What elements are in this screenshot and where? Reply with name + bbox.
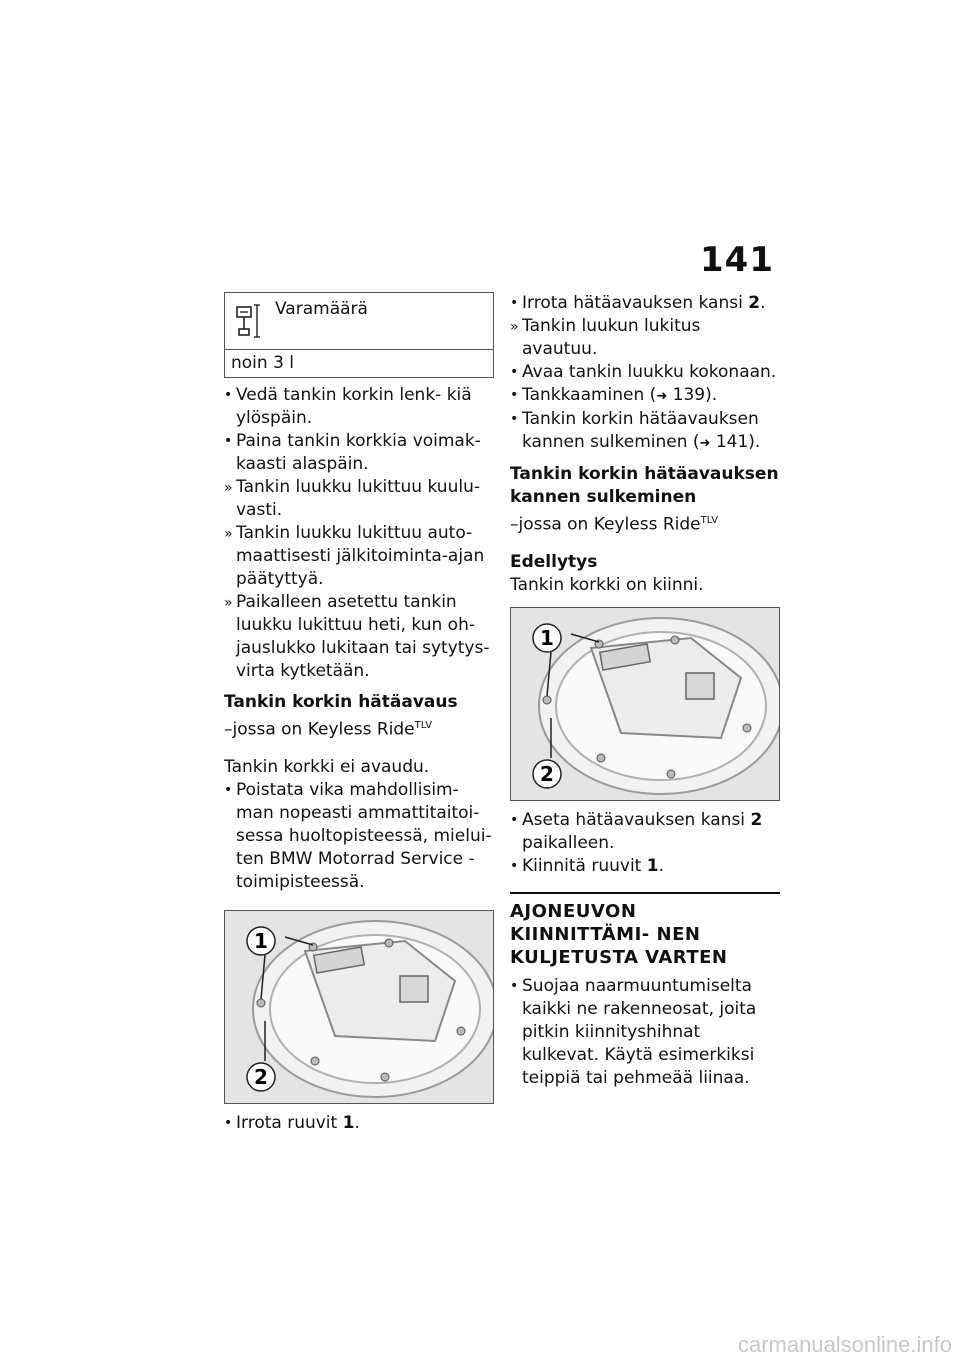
list-item: • Tankkaaminen (➜ 139).: [510, 385, 718, 405]
section-heading: Tankin korkin hätäavauksen kannen sulkeminen: [510, 464, 779, 507]
capacity-spec-box: [224, 292, 494, 378]
fuel-cap-photo: [224, 910, 494, 1104]
section-divider: [510, 892, 780, 894]
list-item: • Irrota ruuvit 1.: [224, 1112, 360, 1133]
fuel-cap-photo: [510, 607, 780, 801]
section-heading: Tankin korkin hätäavaus: [224, 692, 458, 712]
list-item: • Avaa tankin luukku kokonaan.: [510, 362, 777, 382]
list-item: • Paina tankin korkkia voimak- kaasti alaspäin.: [224, 431, 481, 474]
list-item: » Paikalleen asetettu tankin luukku lukittuu heti, kun oh- jauslukko lukitaan tai sytytys- virta kytketään.: [224, 592, 490, 681]
list-item: » Tankin luukku lukittuu kuulu- vasti.: [224, 477, 480, 520]
left-column: [224, 292, 494, 1135]
watermark: carmanualsonline.info: [737, 1332, 952, 1357]
list-item: • Irrota hätäavauksen kansi 2.: [510, 293, 766, 313]
list-item: • Vedä tankin korkin lenk- kiä ylöspäin.: [224, 385, 472, 428]
section-title: AJONEUVON KIINNITTÄMI- NEN KULJETUSTA VARTEN: [510, 900, 728, 968]
fuel-reserve-icon: [235, 301, 263, 341]
list-item: » Tankin luukku lukittuu auto- maattisesti jälkitoiminta-ajan päätyttyä.: [224, 523, 485, 589]
right-column: [510, 292, 780, 1090]
callout-2: 2: [254, 1064, 268, 1089]
condition-text: Tankin korkki ei avaudu.: [224, 756, 430, 777]
list-item: • Tankin korkin hätäavauksen kannen sulkeminen (➜ 141).: [510, 409, 761, 452]
page-ref-link[interactable]: 139: [672, 385, 706, 405]
page-ref-arrow-icon: ➜: [656, 389, 668, 404]
list-item: • Poistata vika mahdollisim- man nopeasti ammattitaitoi- sessa huoltopisteessä, mielui- ten BMW Motorrad Service -toimipisteessä.: [224, 779, 492, 892]
equipment-qualifier: –jossa on Keyless Ride$^{TLV}$: [510, 514, 719, 535]
page-ref-arrow-icon: ➜: [699, 436, 711, 451]
spec-value: noin 3 l: [231, 353, 295, 373]
equipment-qualifier: –jossa on Keyless Ride$^{TLV}$: [224, 719, 433, 740]
page-ref-link[interactable]: 141: [715, 432, 749, 452]
list-item: » Tankin luukun lukitus avautuu.: [510, 316, 701, 359]
prerequisite-title: Edellytys: [510, 551, 598, 572]
spec-header: [225, 293, 493, 350]
spec-title: Varamäärä: [275, 299, 368, 319]
callout-1: 1: [254, 928, 268, 953]
list-item: • Aseta hätäavauksen kansi 2 paikalleen.: [510, 809, 763, 853]
callout-2: 2: [540, 761, 554, 786]
page-number: 141: [700, 240, 774, 280]
list-item: • Suojaa naarmuuntumiselta kaikki ne rakenneosat, joita pitkin kiinnityshihnat kulkevat. Käytä esimerkiksi teippiä tai pehmeää liinaa.: [510, 975, 757, 1088]
list-item: • Kiinnitä ruuvit 1.: [510, 855, 664, 876]
prerequisite-text: Tankin korkki on kiinni.: [510, 574, 704, 595]
callout-1: 1: [540, 625, 554, 650]
